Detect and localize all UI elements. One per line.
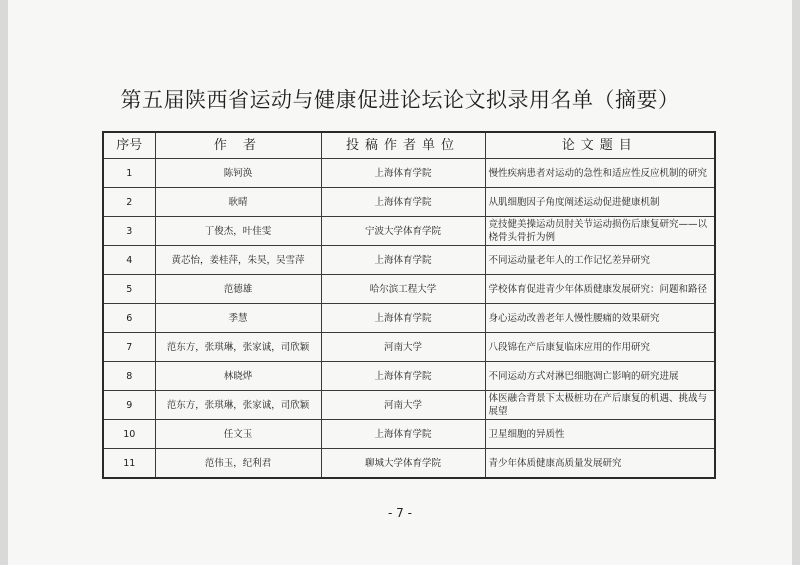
row-unit: 上海体育学院 <box>321 159 485 188</box>
row-unit: 河南大学 <box>321 391 485 420</box>
row-unit: 上海体育学院 <box>321 188 485 217</box>
row-author: 范伟玉，纪利君 <box>155 449 321 479</box>
row-author: 陈钶涣 <box>155 159 321 188</box>
row-paper-title: 不同运动量老年人的工作记忆差异研究 <box>485 246 715 275</box>
row-paper-title: 青少年体质健康高质量发展研究 <box>485 449 715 479</box>
row-author: 丁俊杰，叶佳雯 <box>155 217 321 246</box>
row-number: 11 <box>103 449 155 479</box>
row-paper-title: 竞技健美操运动员肘关节运动损伤后康复研究——以桡骨头骨折为例 <box>485 217 715 246</box>
row-paper-title: 不同运动方式对淋巴细胞凋亡影响的研究进展 <box>485 362 715 391</box>
document-page <box>8 0 792 565</box>
row-author: 范东方，张琪琳，张家诚，司欣颖 <box>155 391 321 420</box>
table-row <box>103 333 715 362</box>
row-number: 4 <box>103 246 155 275</box>
header-author: 作 者 <box>155 132 321 159</box>
paper-list-table <box>102 131 716 479</box>
row-author: 任文玉 <box>155 420 321 449</box>
row-author: 范东方，张琪琳，张家诚，司欣颖 <box>155 333 321 362</box>
row-number: 7 <box>103 333 155 362</box>
row-unit: 上海体育学院 <box>321 246 485 275</box>
row-author: 范德雄 <box>155 275 321 304</box>
header-unit: 投稿作者单位 <box>321 132 485 159</box>
table-row <box>103 362 715 391</box>
row-author: 黄芯怡，姜桂萍，朱昊，吴雪萍 <box>155 246 321 275</box>
row-author: 季慧 <box>155 304 321 333</box>
row-number: 3 <box>103 217 155 246</box>
row-paper-title: 慢性疾病患者对运动的急性和适应性反应机制的研究 <box>485 159 715 188</box>
row-number: 5 <box>103 275 155 304</box>
table-row <box>103 420 715 449</box>
row-paper-title: 学校体育促进青少年体质健康发展研究：问题和路径 <box>485 275 715 304</box>
row-unit: 聊城大学体育学院 <box>321 449 485 479</box>
row-unit: 上海体育学院 <box>321 362 485 391</box>
row-unit: 宁波大学体育学院 <box>321 217 485 246</box>
row-number: 1 <box>103 159 155 188</box>
row-unit: 上海体育学院 <box>321 420 485 449</box>
row-paper-title: 身心运动改善老年人慢性腰痛的效果研究 <box>485 304 715 333</box>
table-row <box>103 159 715 188</box>
table-row <box>103 246 715 275</box>
page-number: - 7 - <box>388 506 412 520</box>
row-paper-title: 体医融合背景下太极桩功在产后康复的机遇、挑战与展望 <box>485 391 715 420</box>
table-header-row <box>103 132 715 159</box>
row-number: 6 <box>103 304 155 333</box>
row-author: 林晓烨 <box>155 362 321 391</box>
row-unit: 哈尔滨工程大学 <box>321 275 485 304</box>
table-row <box>103 449 715 479</box>
row-number: 10 <box>103 420 155 449</box>
page-title: 第五届陕西省运动与健康促进论坛论文拟录用名单（摘要） <box>120 88 680 112</box>
row-number: 8 <box>103 362 155 391</box>
row-unit: 上海体育学院 <box>321 304 485 333</box>
table-row <box>103 304 715 333</box>
row-paper-title: 卫星细胞的异质性 <box>485 420 715 449</box>
row-number: 2 <box>103 188 155 217</box>
row-paper-title: 从肌细胞因子角度阐述运动促进健康机制 <box>485 188 715 217</box>
row-number: 9 <box>103 391 155 420</box>
row-author: 耿晴 <box>155 188 321 217</box>
row-unit: 河南大学 <box>321 333 485 362</box>
header-number: 序号 <box>103 132 155 159</box>
table-row <box>103 275 715 304</box>
table-row <box>103 217 715 246</box>
header-paper-title: 论文题目 <box>485 132 715 159</box>
table-row <box>103 391 715 420</box>
row-paper-title: 八段锦在产后康复临床应用的作用研究 <box>485 333 715 362</box>
table-row <box>103 188 715 217</box>
